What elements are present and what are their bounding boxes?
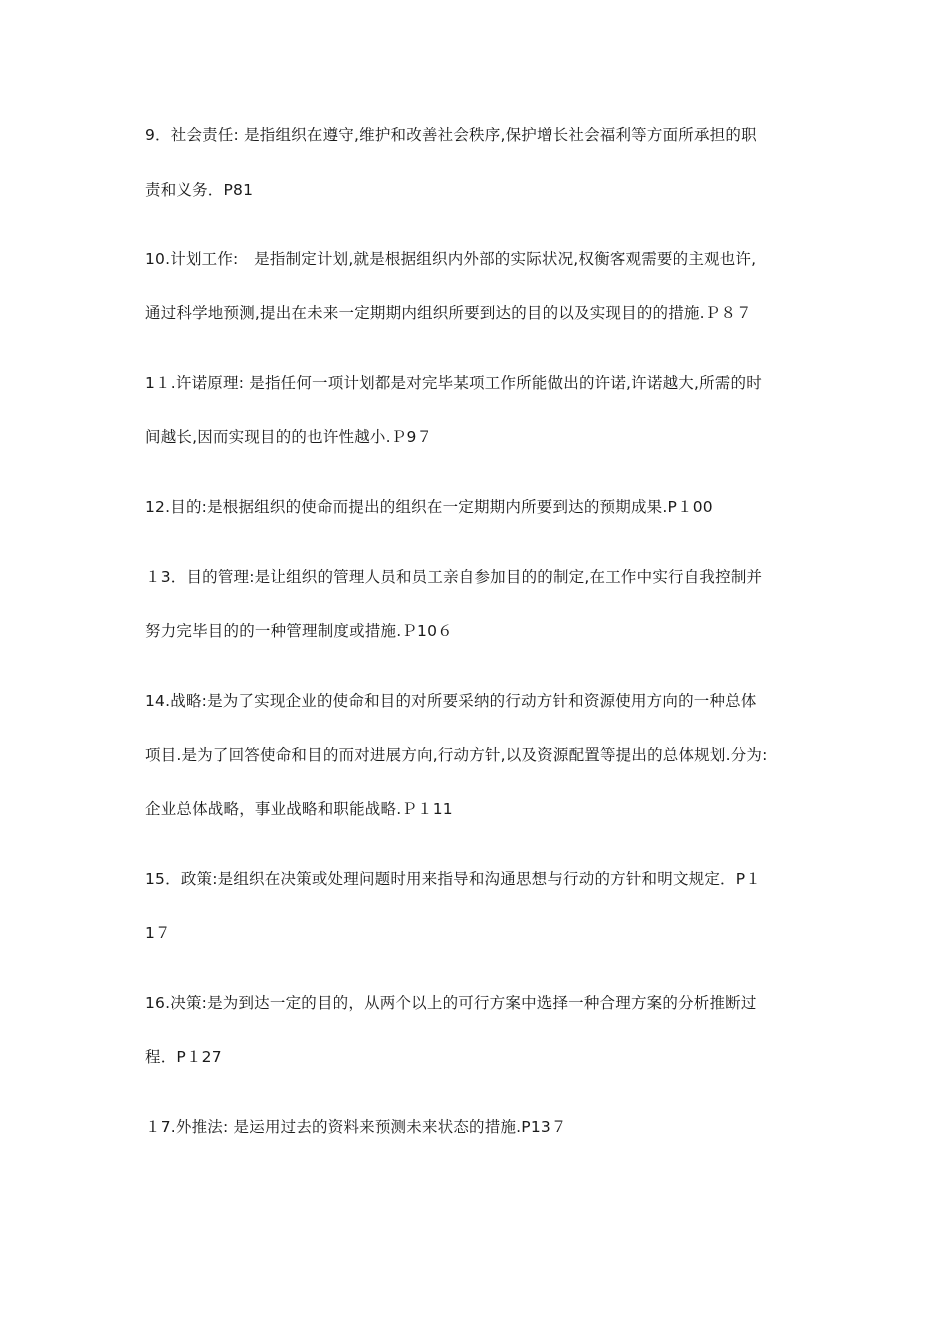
text-line: 努力完毕目的的一种管理制度或措施.Ｐ10６ xyxy=(145,622,453,640)
text-line: 企业总体战略，事业战略和职能战略.Ｐ１11 xyxy=(145,800,453,818)
text-line: 程．P１27 xyxy=(145,1048,222,1066)
text-line: 12.目的:是根据组织的使命而提出的组织在一定期期内所要到达的预期成果.P１00 xyxy=(145,498,713,516)
text-line: １7.外推法: 是运用过去的资料来预测未来状态的措施.P13７ xyxy=(145,1118,567,1136)
text-line: １3．目的管理:是让组织的管理人员和员工亲自参加目的的制定,在工作中实行自我控制并 xyxy=(145,568,763,586)
text-line: 间越长,因而实现目的的也许性越小.Ｐ9７ xyxy=(145,428,433,446)
text-line: 14.战略:是为了实现企业的使命和目的对所要采纳的行动方针和资源使用方向的一种总体 xyxy=(145,692,757,710)
text-line: 15．政策:是组织在决策或处理问题时用来指导和沟通思想与行动的方针和明文规定．P１ xyxy=(145,870,761,888)
text-line: 1７ xyxy=(145,924,171,942)
text-line: 10.计划工作: 是指制定计划,就是根据组织内外部的实际状况,权衡客观需要的主观也许, xyxy=(145,250,757,268)
text-line: 责和义务．P81 xyxy=(145,181,254,199)
text-line: 9．社会责任: 是指组织在遵守,维护和改善社会秩序,保护增长社会福利等方面所承担的职 xyxy=(145,126,757,144)
text-line: 通过科学地预测,提出在未来一定期期内组织所要到达的目的以及实现目的的措施.Ｐ８７ xyxy=(145,304,752,322)
text-line: 16.决策:是为到达一定的目的，从两个以上的可行方案中选择一种合理方案的分析推断过 xyxy=(145,994,757,1012)
text-line: 1１.许诺原理: 是指任何一项计划都是对完毕某项工作所能做出的许诺,许诺越大,所需的时 xyxy=(145,374,762,392)
text-line: 项目.是为了回答使命和目的而对进展方向,行动方针,以及资源配置等提出的总体规划.分为: xyxy=(145,746,768,764)
